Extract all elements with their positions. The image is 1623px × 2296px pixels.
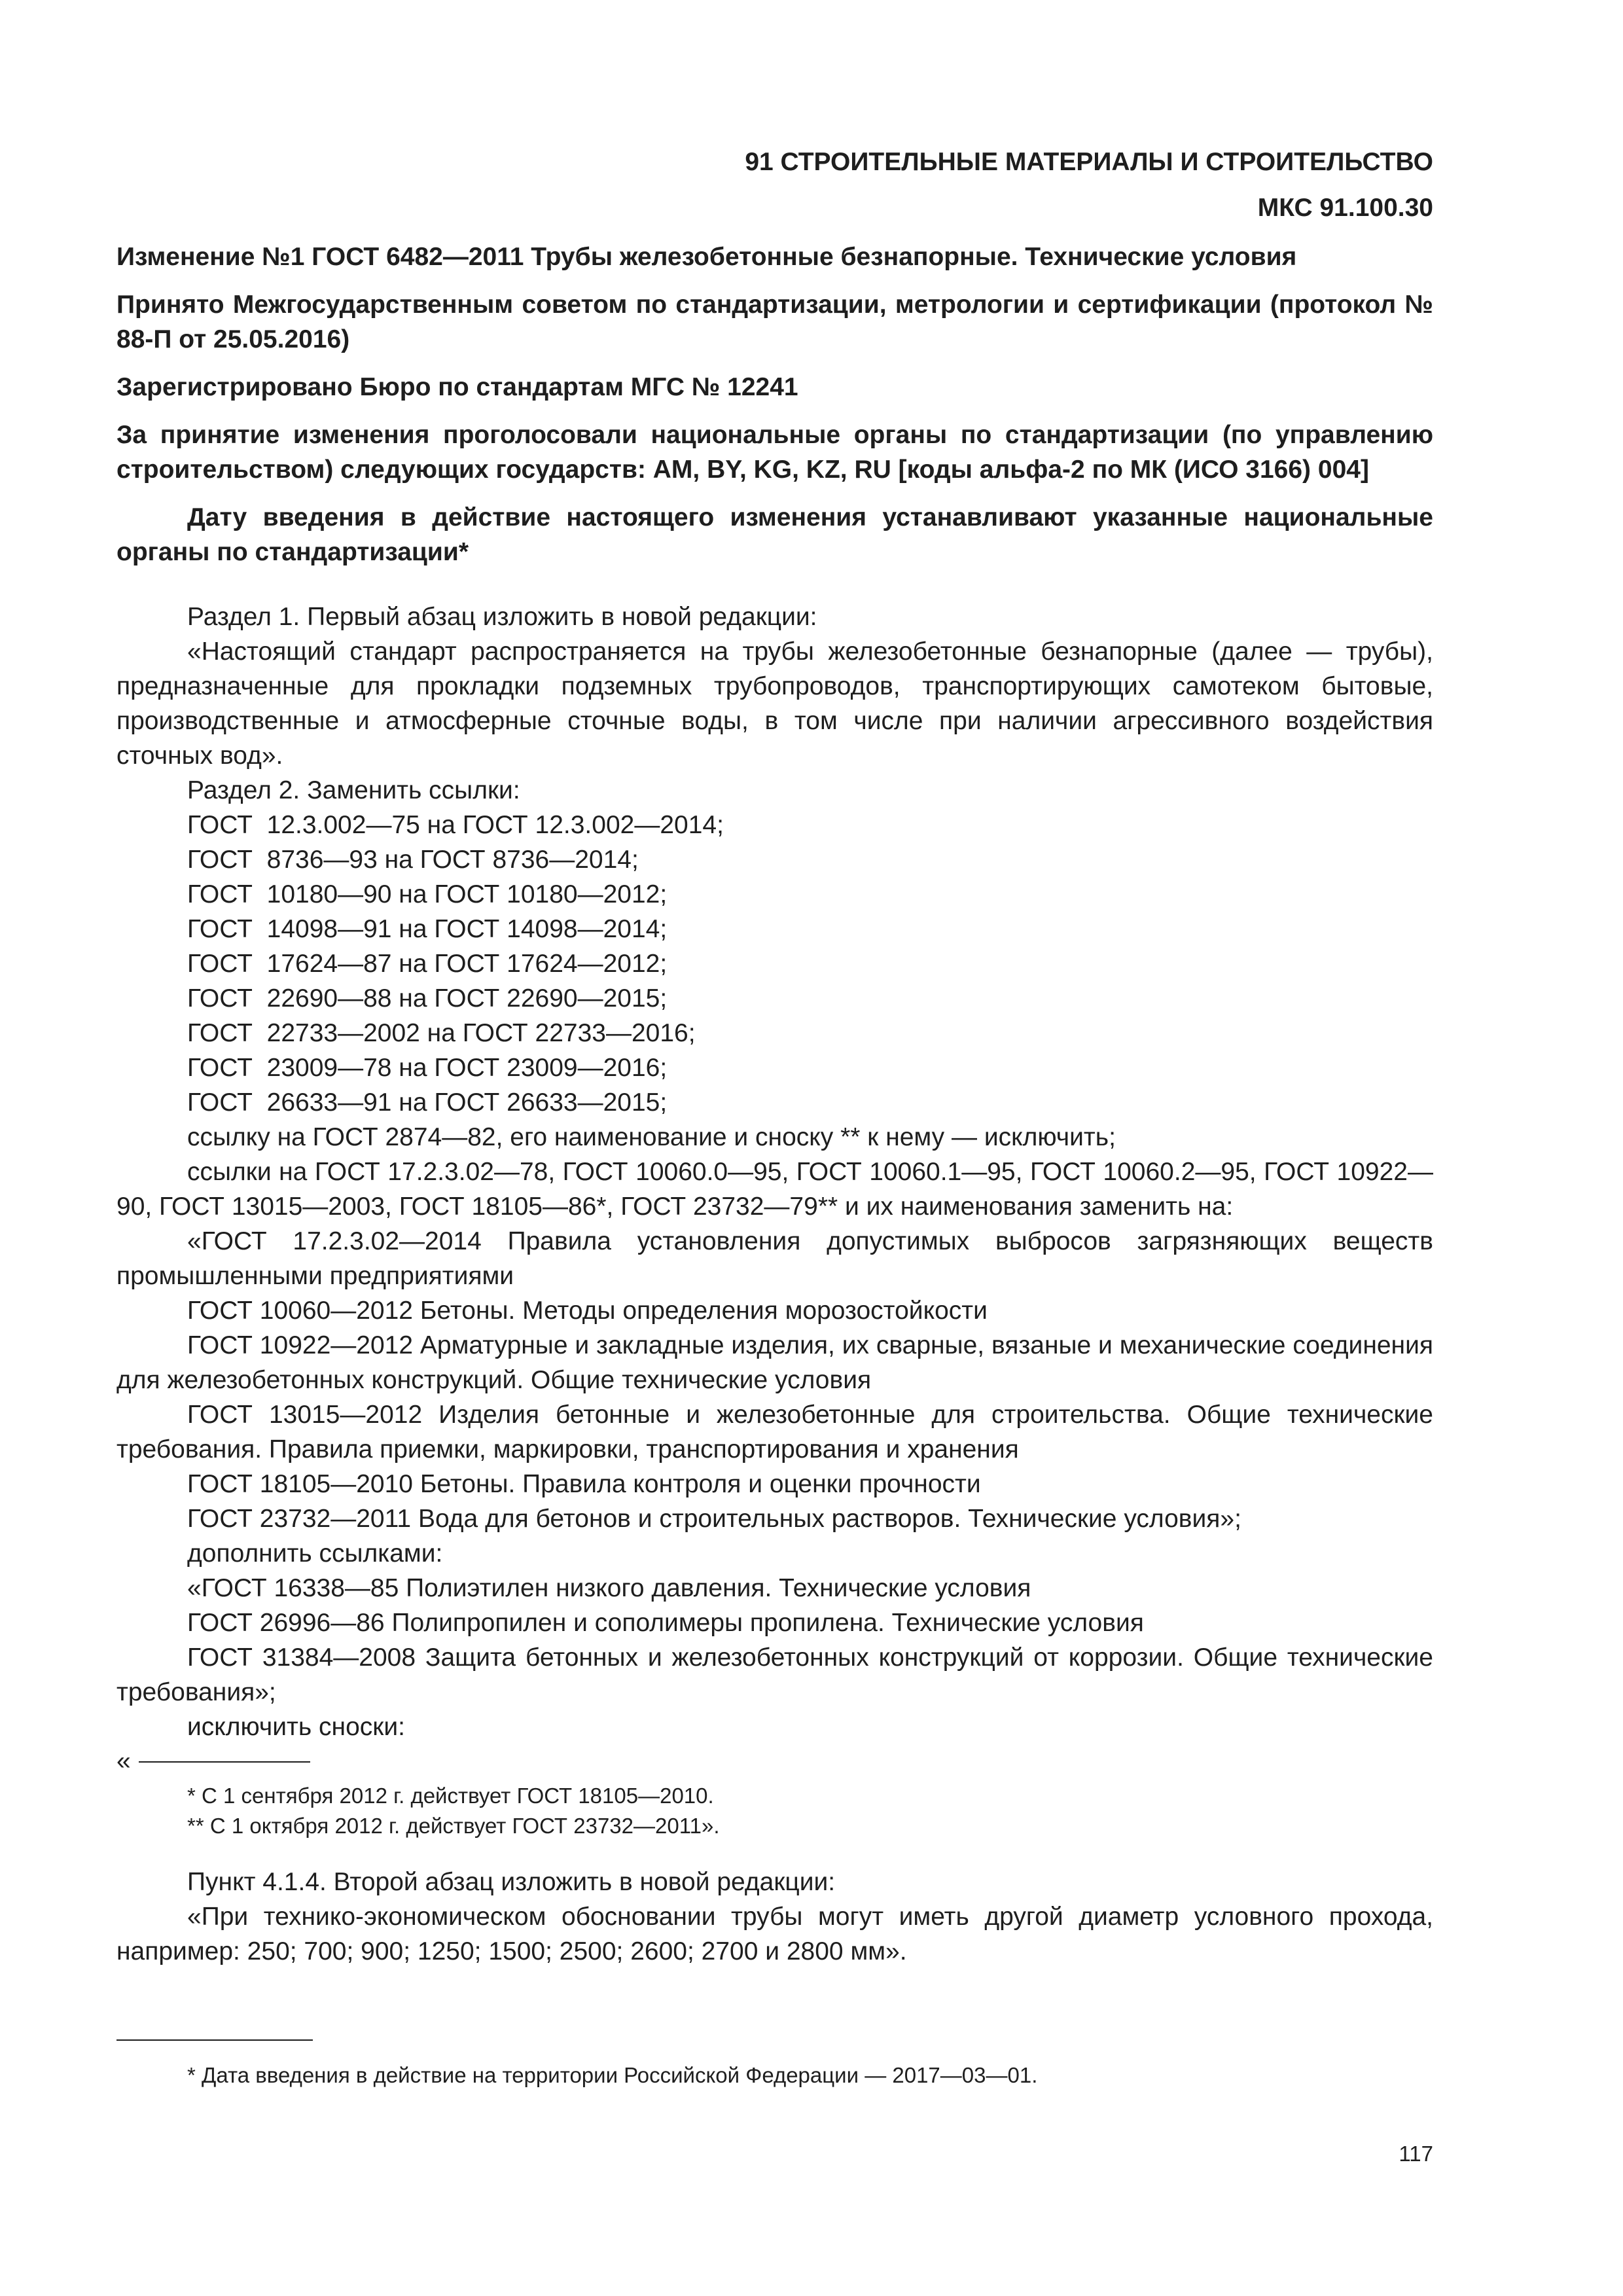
add-references-intro: дополнить ссылками: bbox=[187, 1539, 443, 1568]
exclude-footnotes-intro: исключить сноски: bbox=[187, 1713, 405, 1741]
new-reference: ГОСТ 10922—2012 Арматурные и закладные изделия, их сварные, вязаные и механические соединения для железобетонных конструкций. Общие технические условия bbox=[116, 1331, 1433, 1394]
section2-intro: Раздел 2. Заменить ссылки: bbox=[187, 776, 520, 804]
new-reference: ГОСТ 23732—2011 Вода для бетонов и строительных растворов. Технические условия»; bbox=[187, 1505, 1241, 1533]
section-title: 91 СТРОИТЕЛЬНЫЕ МАТЕРИАЛЫ И СТРОИТЕЛЬСТВО bbox=[745, 148, 1433, 176]
spacer bbox=[116, 1841, 1433, 1865]
added-reference: «ГОСТ 16338—85 Полиэтилен низкого давления. Технические условия bbox=[187, 1574, 1031, 1602]
footnote-separator bbox=[139, 1761, 310, 1763]
section1-intro: Раздел 1. Первый абзац изложить в новой редакции: bbox=[187, 603, 817, 631]
exclude-reference: ссылку на ГОСТ 2874—82, его наименование и сноску ** к нему — исключить; bbox=[187, 1123, 1116, 1151]
replacement-line: ГОСТ 8736—93 на ГОСТ 8736—2014; bbox=[187, 846, 639, 874]
item-414-text: «При технико-экономическом обосновании трубы могут иметь другой диаметр условного прохода, например: 250; 700; 900; 1250; 1500; 2500; 2600; 2700 и 2800 мм». bbox=[116, 1903, 1433, 1965]
registration-statement: Зарегистрировано Бюро по стандартам МГС № 12241 bbox=[116, 373, 798, 401]
mks-code: МКС 91.100.30 bbox=[1257, 194, 1433, 222]
replacement-line: ГОСТ 23009—78 на ГОСТ 23009—2016; bbox=[187, 1054, 668, 1082]
new-reference: «ГОСТ 17.2.3.02—2014 Правила установления допустимых выбросов загрязняющих веществ промышленными предприятиями bbox=[116, 1227, 1433, 1290]
voting-statement: За принятие изменения проголосовали национальные органы по стандартизации (по управлению строительством) следующих государств: AM, BY, KG, KZ, RU [коды альфа-2 по МК (ИСО 3166) 004] bbox=[116, 421, 1433, 484]
quoted-footnote: ** С 1 октября 2012 г. действует ГОСТ 23732—2011». bbox=[187, 1814, 720, 1838]
section1-text: «Настоящий стандарт распространяется на трубы железобетонные безнапорные (далее — трубы), предназначенные для прокладки подземных трубопроводов, транспортирующих самотеком бытовые, производственные и атмосферные сточные воды, в том числе при наличии агрессивного воздействия сточных вод». bbox=[116, 637, 1433, 770]
page-footnote: * Дата введения в действие на территории Российской Федерации — 2017—03—01. bbox=[187, 2063, 1038, 2087]
item-414-intro: Пункт 4.1.4. Второй абзац изложить в новой редакции: bbox=[187, 1868, 836, 1896]
added-reference: ГОСТ 26996—86 Полипропилен и сополимеры пропилена. Технические условия bbox=[187, 1609, 1144, 1637]
added-reference: ГОСТ 31384—2008 Защита бетонных и железобетонных конструкций от коррозии. Общие технические требования»; bbox=[116, 1643, 1433, 1706]
page-number: 117 bbox=[1399, 2142, 1433, 2166]
new-reference: ГОСТ 18105—2010 Бетоны. Правила контроля и оценки прочности bbox=[187, 1470, 981, 1498]
replacement-line: ГОСТ 22733—2002 на ГОСТ 22733—2016; bbox=[187, 1019, 696, 1047]
replacement-line: ГОСТ 22690—88 на ГОСТ 22690—2015; bbox=[187, 984, 668, 1013]
replacement-line: ГОСТ 12.3.002—75 на ГОСТ 12.3.002—2014; bbox=[187, 811, 724, 839]
footnote-separator bbox=[116, 2039, 313, 2041]
change-title: Изменение №1 ГОСТ 6482—2011 Трубы железобетонные безнапорные. Технические условия bbox=[116, 243, 1297, 271]
references-replace: ссылки на ГОСТ 17.2.3.02—78, ГОСТ 10060.0—95, ГОСТ 10060.1—95, ГОСТ 10060.2—95, ГОСТ 10922—90, ГОСТ 13015—2003, ГОСТ 18105—86*, ГОСТ 23732—79** и их наименования заменить на: bbox=[116, 1158, 1433, 1221]
replacement-line: ГОСТ 10180—90 на ГОСТ 10180—2012; bbox=[187, 880, 668, 908]
effective-date-statement: Дату введения в действие настоящего изменения устанавливают указанные национальные органы по стандартизации* bbox=[116, 503, 1433, 566]
new-reference: ГОСТ 10060—2012 Бетоны. Методы определения морозостойкости bbox=[187, 1297, 988, 1325]
adopted-statement: Принято Межгосударственным советом по стандартизации, метрологии и сертификации (протокол № 88-П от 25.05.2016) bbox=[116, 291, 1433, 353]
amendment-body bbox=[116, 600, 1433, 1969]
document-page bbox=[116, 145, 1433, 2090]
replacement-line: ГОСТ 17624—87 на ГОСТ 17624—2012; bbox=[187, 950, 668, 978]
quoted-footnote-rule bbox=[116, 1747, 1433, 1776]
replacement-line: ГОСТ 14098—91 на ГОСТ 14098—2014; bbox=[187, 915, 668, 943]
quoted-footnote: * С 1 сентября 2012 г. действует ГОСТ 18105—2010. bbox=[187, 1784, 714, 1808]
opening-quote: « bbox=[116, 1747, 131, 1775]
new-reference: ГОСТ 13015—2012 Изделия бетонные и железобетонные для строительства. Общие технические требования. Правила приемки, маркировки, транспортирования и хранения bbox=[116, 1401, 1433, 1463]
replacement-line: ГОСТ 26633—91 на ГОСТ 26633—2015; bbox=[187, 1088, 668, 1117]
